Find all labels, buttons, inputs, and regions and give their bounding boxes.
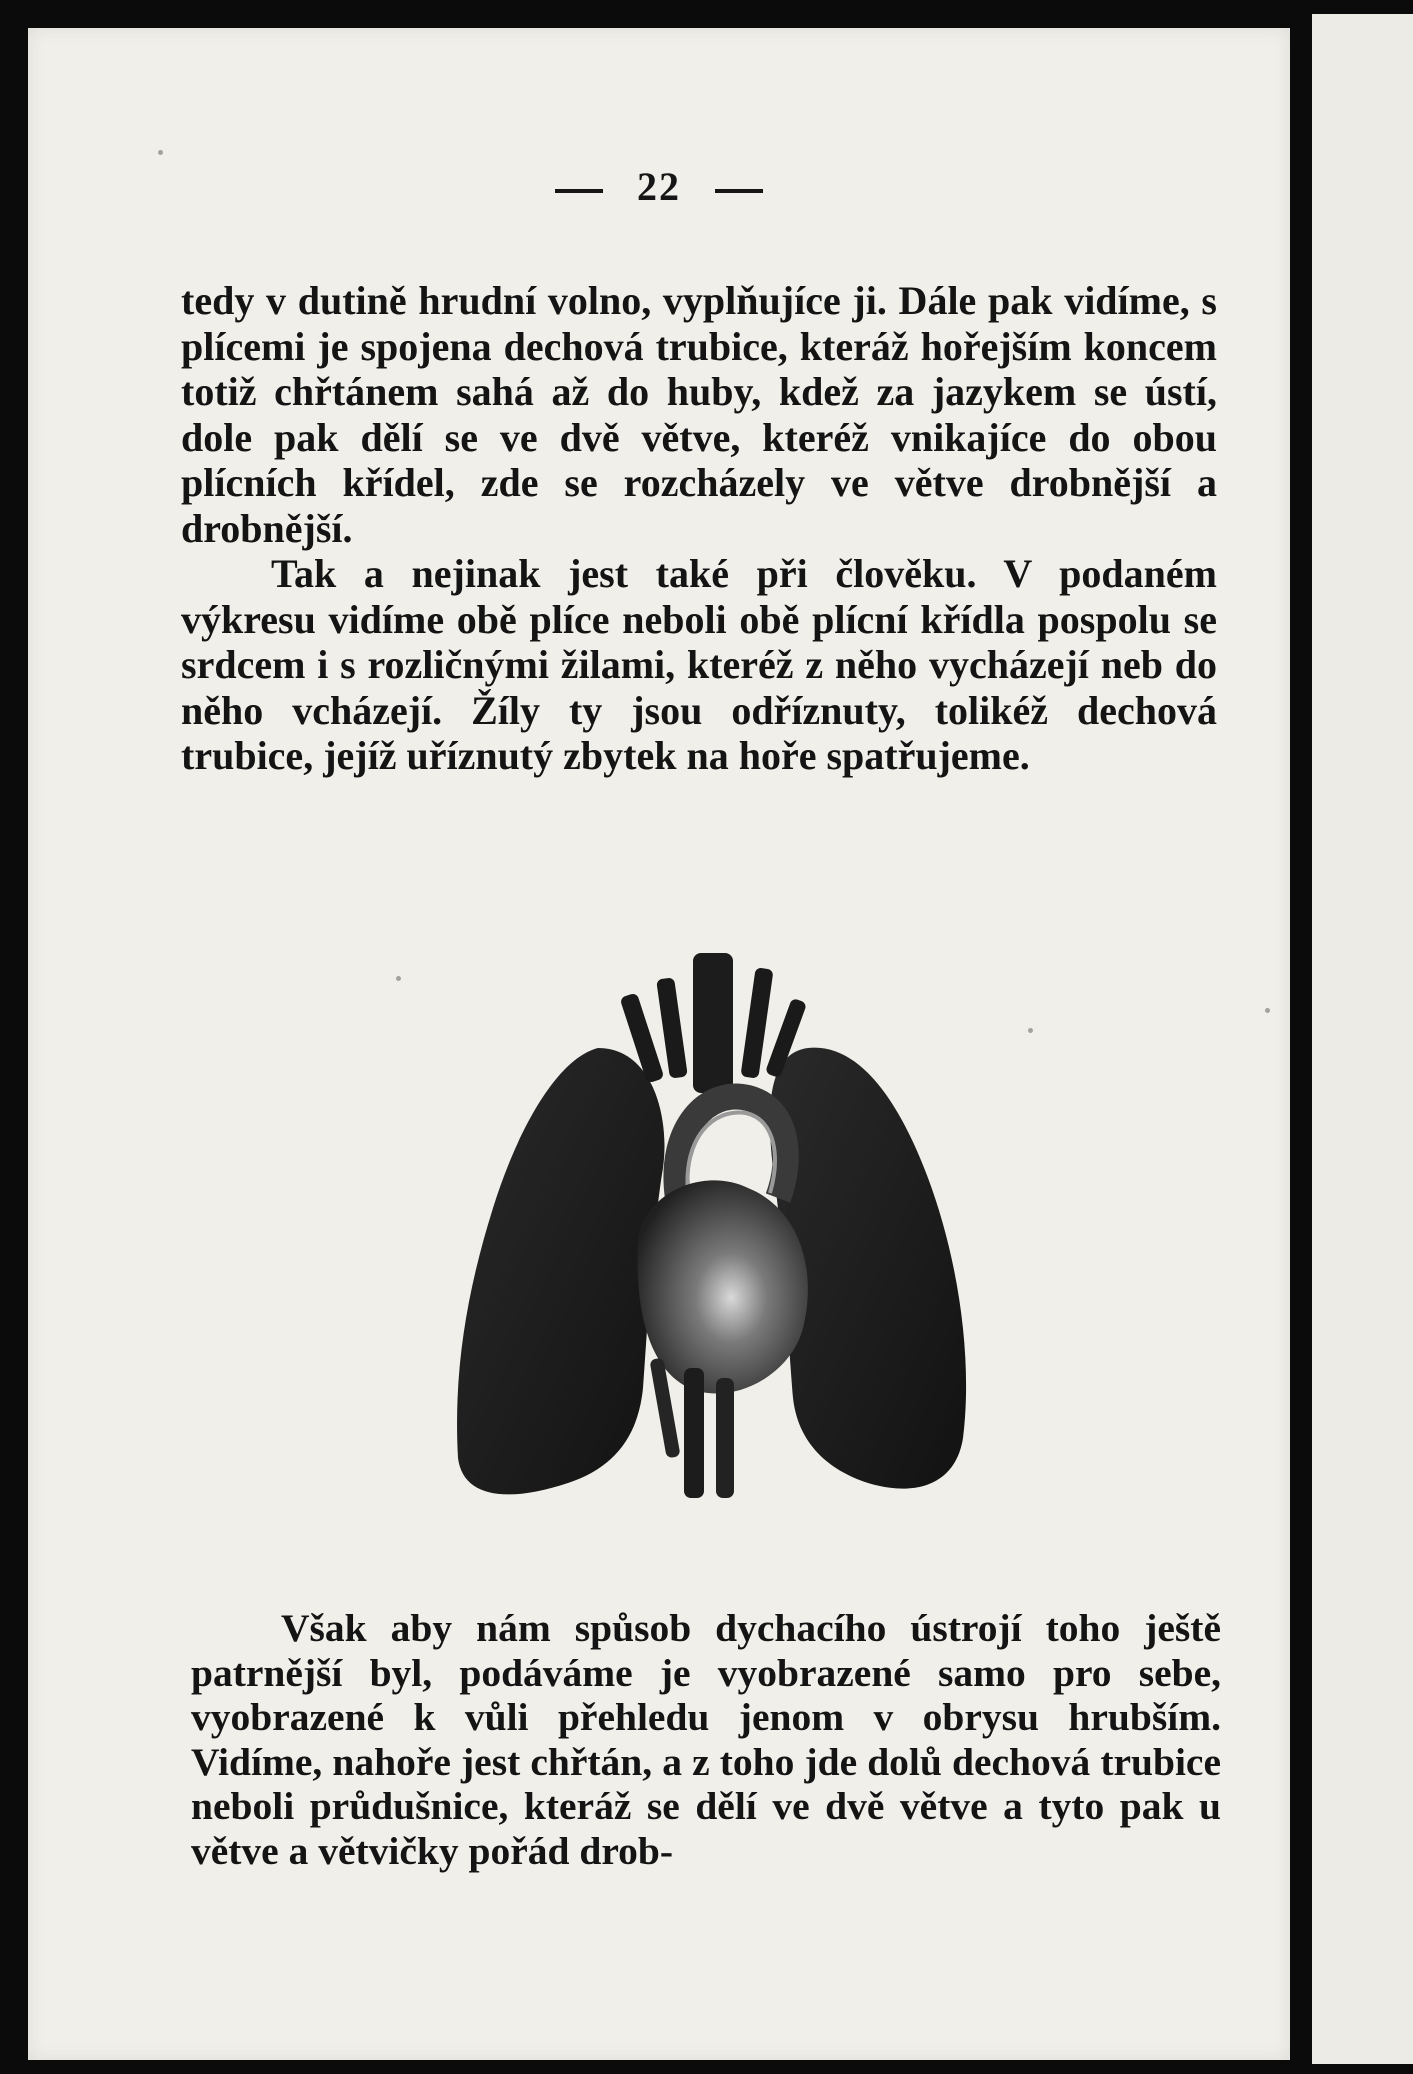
descending-vessel-2 — [716, 1378, 734, 1498]
paragraph-3: Však aby nám spůsob dychacího ústrojí toho ještě patrnější byl, podáváme je vyobrazené samo pro sebe, vyobrazené k vůli přehledu jenom v obrysu hrubším. Vidíme, nahoře jest chřtán, a z toho jde dolů dechová trubice neboli průdušnice, kteráž se dělí ve dvě větve a tyto pak u větve a větvičky pořád drob- — [191, 1606, 1221, 1873]
scan-speck — [1028, 1028, 1033, 1033]
book-page — [28, 28, 1290, 2060]
page-number-dash-right — [715, 189, 763, 193]
page-number — [28, 163, 1290, 210]
paragraph-2: Tak a nejinak jest také při člověku. V podaném výkresu vidíme obě plíce neboli obě plícní křídla pospolu se srdcem i s rozličnými žilami, kteréž z něho vycházejí neb do něho vcházejí. Žíly ty jsou odříznuty, tolikéž dechová trubice, jejíž uříznutý zbytek na hoře spatřujeme. — [181, 551, 1217, 778]
vessel-right-1 — [740, 967, 773, 1078]
scan-speck — [158, 150, 163, 155]
paragraph-1: tedy v dutině hrudní volno, vyplňujíce ji. Dále pak vidíme, s plícemi je spojena dechová trubice, kteráž hořejším koncem totiž chřtánem sahá až do huby, kdež za jazykem se ústí, dole pak dělí se ve dvě větve, kteréž vnikajíce do obou plícních křídel, zde se rozcházely ve větve drobnější a drobnější. — [181, 278, 1217, 551]
text-block-bottom — [191, 1606, 1221, 1873]
text-block-top — [181, 278, 1217, 779]
descending-vessel-1 — [684, 1368, 704, 1498]
adjacent-page-edge — [1312, 14, 1413, 2064]
vessel-left-2 — [656, 977, 688, 1079]
page-number-dash-left — [555, 189, 603, 193]
trachea — [693, 953, 733, 1093]
scan-speck — [396, 976, 401, 981]
lungs-and-heart-illustration — [448, 938, 1008, 1538]
scan-speck — [1265, 1008, 1270, 1013]
left-lung — [457, 1048, 664, 1494]
page-number-value: 22 — [637, 164, 681, 209]
